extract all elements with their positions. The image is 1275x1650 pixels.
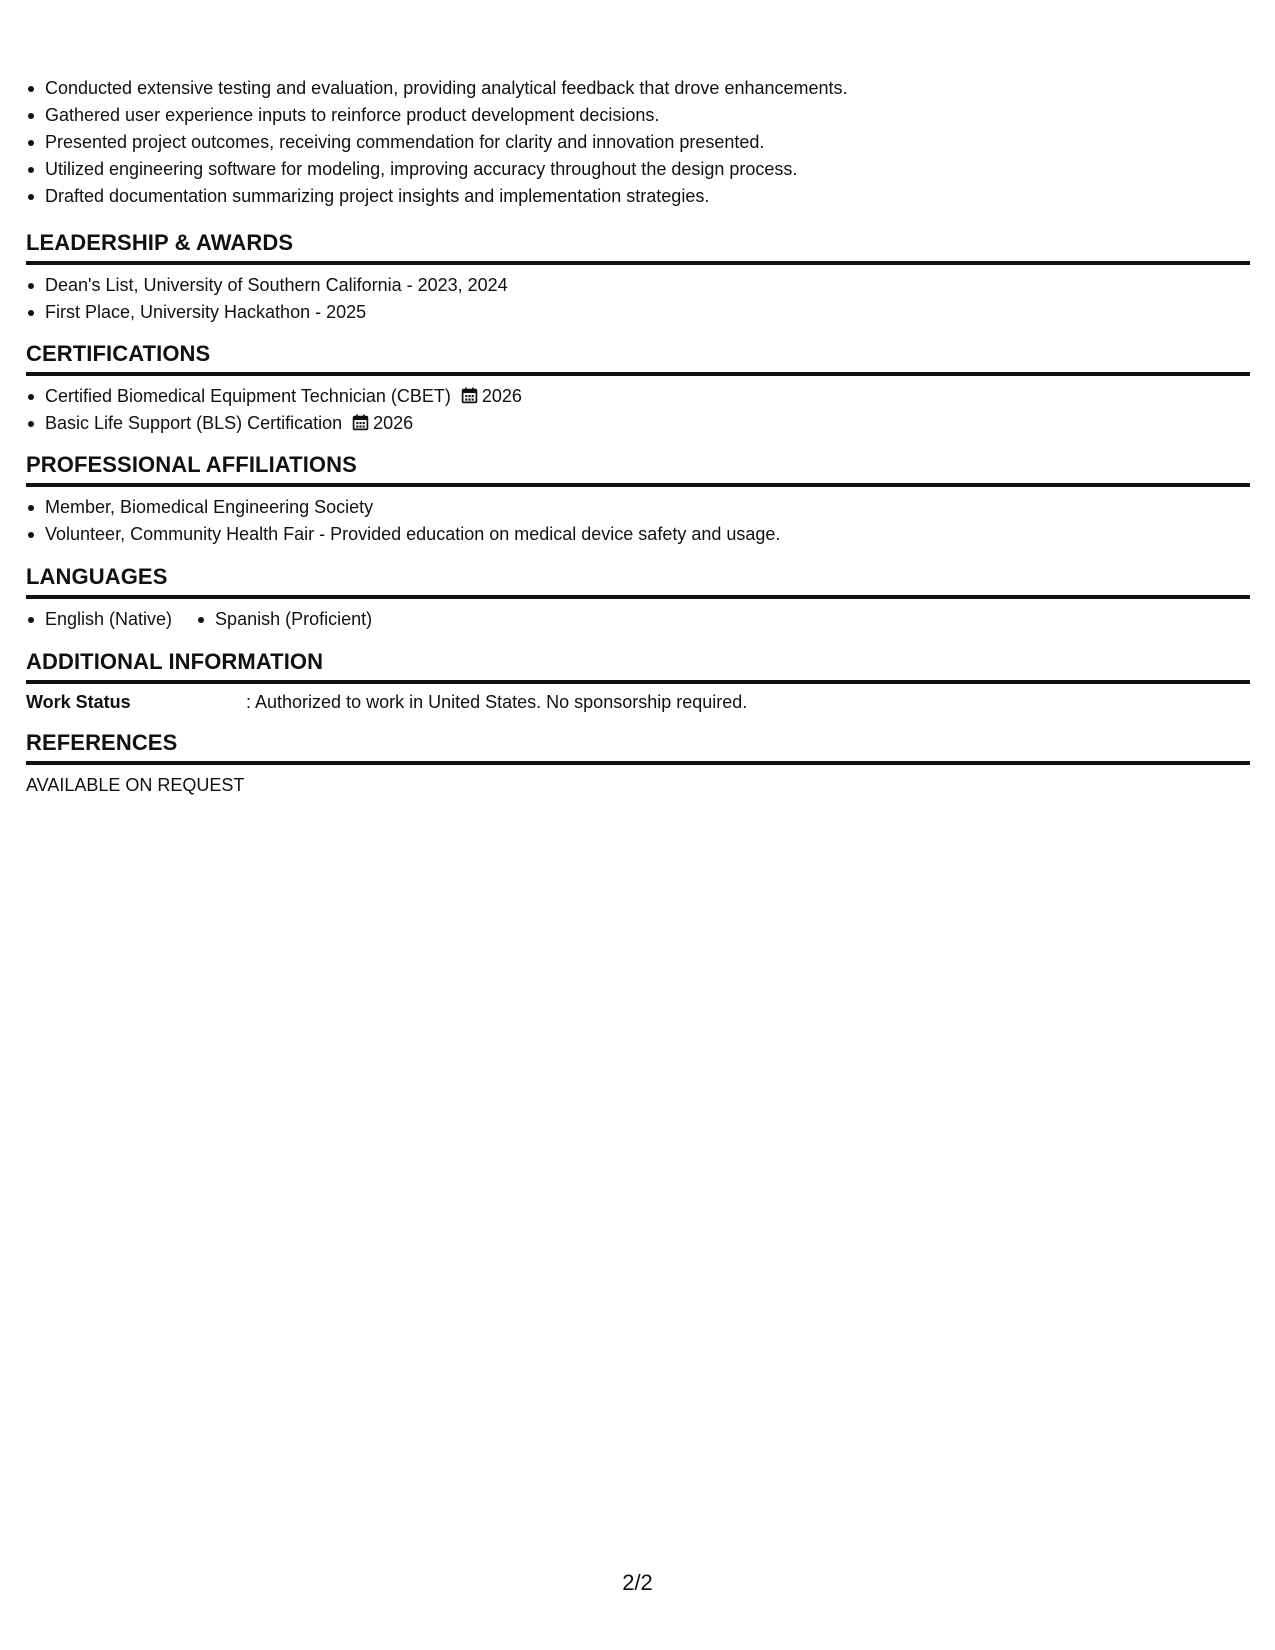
- bullet-dot: [28, 140, 34, 146]
- additional-info-section: [26, 648, 1250, 716]
- language-text: English (Native): [45, 609, 173, 629]
- bullet-text: Drafted documentation summarizing project insights and implementation strategies.: [45, 186, 710, 206]
- bullet-dot: [28, 532, 34, 538]
- bullet-dot: [28, 86, 34, 92]
- language-item: [196, 606, 372, 633]
- bullet-dot: [28, 617, 34, 623]
- affiliation-text: Volunteer, Community Health Fair - Provided education on medical device safety and usage.: [45, 524, 781, 544]
- bullet-dot: [198, 617, 204, 623]
- list-item: [26, 129, 848, 156]
- language-item: [26, 606, 172, 633]
- list-item: [26, 75, 848, 102]
- award-text: Dean's List, University of Southern California - 2023, 2024: [45, 275, 508, 295]
- bullet-text: Presented project outcomes, receiving commendation for clarity and innovation presented.: [45, 132, 765, 152]
- languages-section: [26, 563, 1250, 633]
- list-item: [26, 299, 1250, 326]
- list-item: [26, 410, 1250, 437]
- references-text: AVAILABLE ON REQUEST: [26, 775, 245, 795]
- certification-year: 2026: [481, 386, 522, 406]
- section-title: LANGUAGES: [26, 563, 1250, 599]
- bullet-text: Gathered user experience inputs to reinforce product development decisions.: [45, 105, 660, 125]
- certifications-section: [26, 340, 1250, 437]
- leadership-list: [26, 272, 1250, 326]
- affiliation-text: Member, Biomedical Engineering Society: [45, 497, 374, 517]
- bullet-dot: [28, 167, 34, 173]
- calendar-icon: [461, 387, 478, 404]
- bullet-dot: [28, 113, 34, 119]
- calendar-icon: [352, 414, 369, 431]
- bullet-dot: [28, 394, 34, 400]
- bullet-dot: [28, 283, 34, 289]
- section-title: PROFESSIONAL AFFILIATIONS: [26, 451, 1250, 487]
- certification-year: 2026: [373, 413, 414, 433]
- certifications-list: [26, 383, 1250, 437]
- list-item: [26, 102, 848, 129]
- work-status-label: Work Status: [26, 692, 131, 712]
- bullet-text: Conducted extensive testing and evaluation, providing analytical feedback that drove enhancements.: [45, 78, 848, 98]
- section-title: CERTIFICATIONS: [26, 340, 1250, 376]
- list-item: [26, 183, 848, 210]
- award-text: First Place, University Hackathon - 2025: [45, 302, 367, 322]
- bullet-dot: [28, 310, 34, 316]
- bullet-dot: [28, 505, 34, 511]
- affiliations-section: [26, 451, 1250, 548]
- languages-list: [26, 606, 1250, 633]
- language-text: Spanish (Proficient): [215, 609, 373, 629]
- section-title: LEADERSHIP & AWARDS: [26, 229, 1250, 265]
- affiliations-list: [26, 494, 1250, 548]
- list-item: [26, 272, 1250, 299]
- bullet-dot: [28, 421, 34, 427]
- work-status-value: : Authorized to work in United States. No sponsorship required.: [246, 692, 748, 712]
- list-item: [26, 494, 1250, 521]
- references-section: [26, 729, 1250, 799]
- certification-name: Basic Life Support (BLS) Certification: [45, 413, 343, 433]
- experience-bullet-list: [26, 75, 848, 210]
- work-status-row: [26, 689, 1250, 716]
- bullet-text: Utilized engineering software for modeling, improving accuracy throughout the design process.: [45, 159, 798, 179]
- leadership-section: [26, 229, 1250, 326]
- section-title: ADDITIONAL INFORMATION: [26, 648, 1250, 684]
- certification-name: Certified Biomedical Equipment Technician (CBET): [45, 386, 451, 406]
- bullet-dot: [28, 194, 34, 200]
- page-number: 2/2: [622, 1570, 653, 1595]
- list-item: [26, 383, 1250, 410]
- list-item: [26, 156, 848, 183]
- list-item: [26, 521, 1250, 548]
- section-title: REFERENCES: [26, 729, 1250, 765]
